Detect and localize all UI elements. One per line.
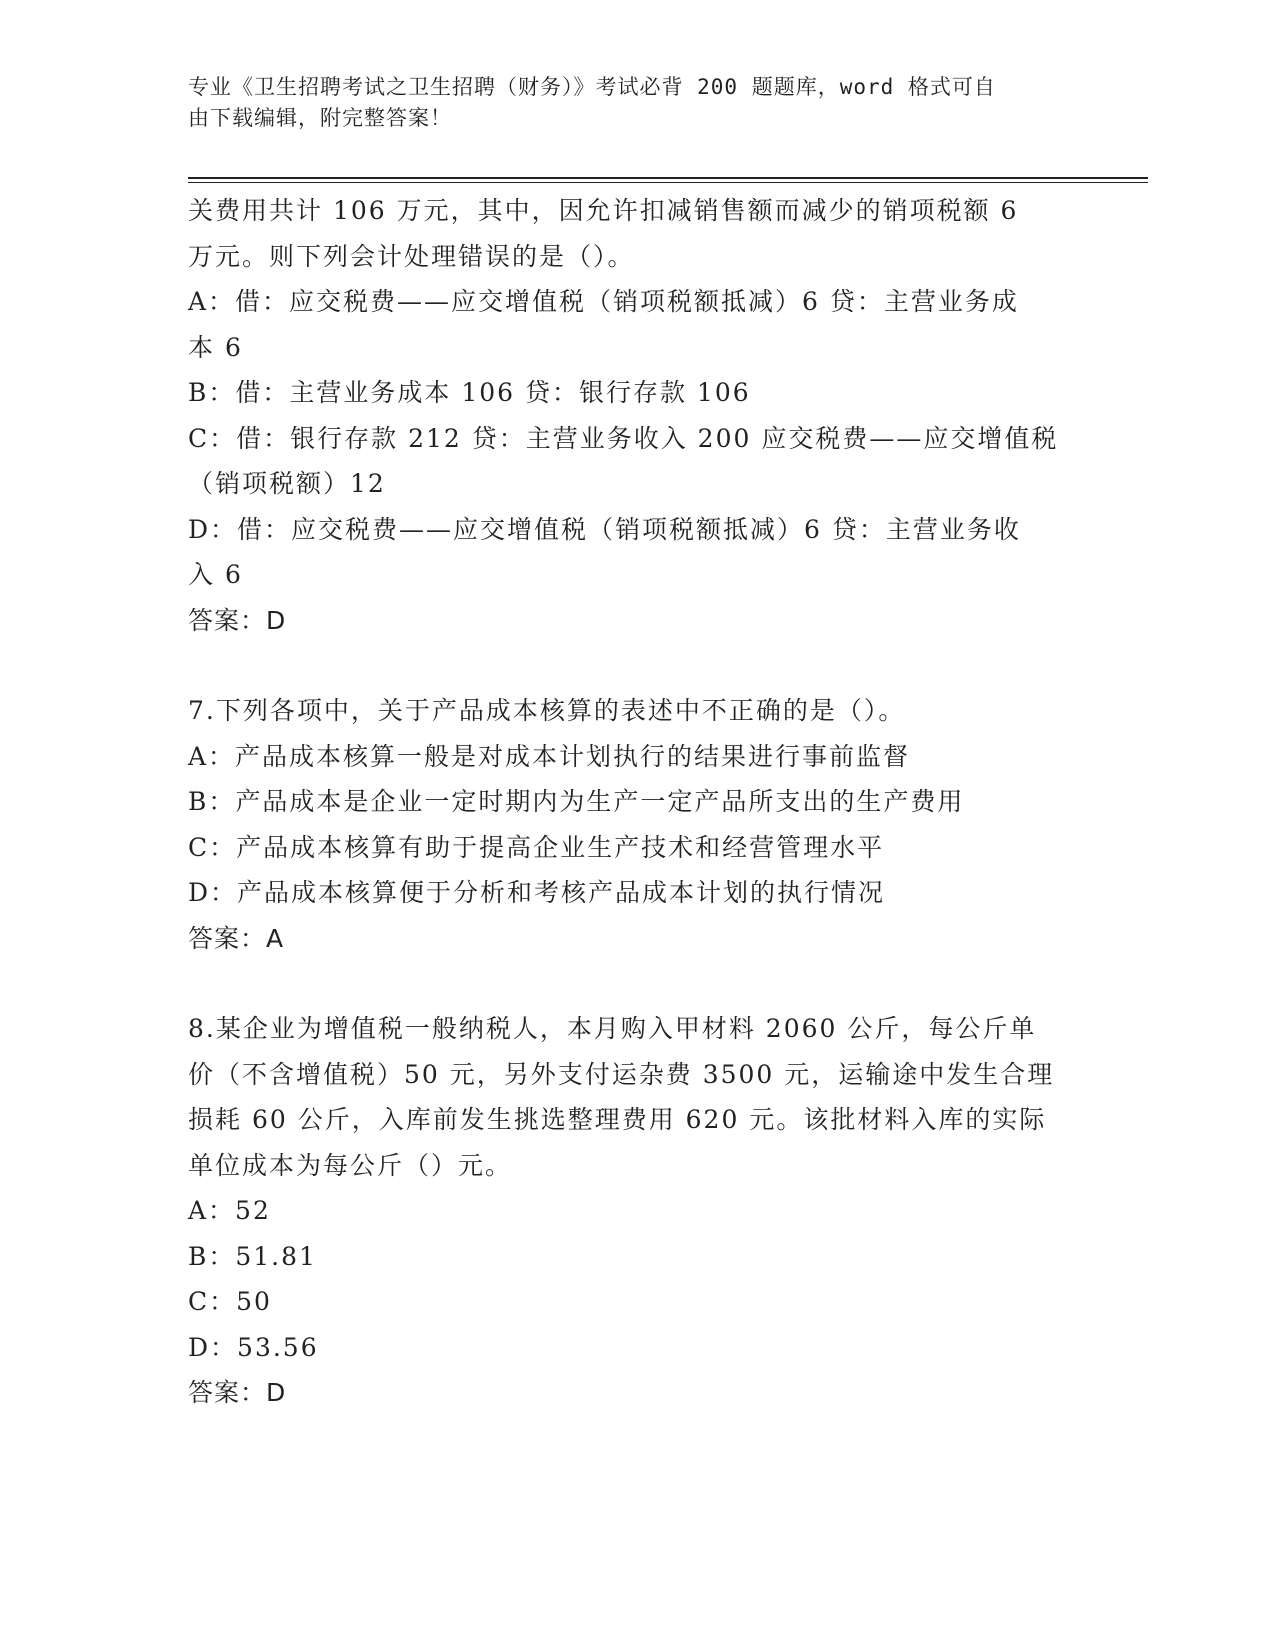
header-divider-thin <box>188 182 1148 183</box>
question-6 <box>188 188 1088 643</box>
option-b: B：51.81 <box>188 1241 317 1271</box>
question-stem-line: 7.下列各项中，关于产品成本核算的表述中不正确的是（）。 <box>188 696 906 725</box>
question-stem-line: 关费用共计 106 万元，其中，因允许扣减销售额而减少的销项税额 6 <box>188 196 1019 225</box>
header-line-2: 由下载编辑，附完整答案！ <box>188 106 452 130</box>
option-a-continued: 本 6 <box>188 332 243 362</box>
option-c: C：借：银行存款 212 贷：主营业务收入 200 应交税费——应交增值税 <box>188 423 1059 453</box>
question-7 <box>188 688 1088 961</box>
answer-line: 答案：A <box>188 923 285 953</box>
option-d: D：53.56 <box>188 1332 319 1362</box>
question-stem-line: 价（不含增值税）50 元，另外支付运杂费 3500 元，运输途中发生合理 <box>188 1059 1055 1089</box>
option-c: C：50 <box>188 1287 272 1316</box>
answer-line: 答案：D <box>188 1378 287 1407</box>
option-a: A：产品成本核算一般是对成本计划执行的结果进行事前监督 <box>188 741 911 771</box>
question-stem-line: 万元。则下列会计处理错误的是（）。 <box>188 241 635 271</box>
option-d: D：产品成本核算便于分析和考核产品成本计划的执行情况 <box>188 878 886 907</box>
option-b: B：产品成本是企业一定时期内为生产一定产品所支出的生产费用 <box>188 787 965 816</box>
header-divider-thick <box>188 177 1148 179</box>
spacer <box>188 643 1088 688</box>
question-stem-line: 单位成本为每公斤（）元。 <box>188 1150 513 1180</box>
option-c-continued: （销项税额）12 <box>188 469 386 498</box>
option-d: D：借：应交税费——应交增值税（销项税额抵减）6 贷：主营业务收 <box>188 514 1021 544</box>
header-line-1: 专业《卫生招聘考试之卫生招聘（财务）》考试必背 200 题题库，word 格式可自 <box>188 75 996 99</box>
option-b: B：借：主营业务成本 106 贷：银行存款 106 <box>188 378 751 407</box>
document-body <box>188 188 1088 1416</box>
document-header <box>188 72 1068 134</box>
option-c: C：产品成本核算有助于提高企业生产技术和经营管理水平 <box>188 832 885 862</box>
answer-line: 答案：D <box>188 605 287 635</box>
question-stem-line: 8.某企业为增值税一般纳税人，本月购入甲材料 2060 公斤，每公斤单 <box>188 1014 1037 1043</box>
option-d-continued: 入 6 <box>188 560 243 589</box>
question-8 <box>188 1006 1088 1416</box>
option-a: A：借：应交税费——应交增值税（销项税额抵减）6 贷：主营业务成 <box>188 287 1019 316</box>
question-stem-line: 损耗 60 公斤，入库前发生挑选整理费用 620 元。该批材料入库的实际 <box>188 1105 1047 1134</box>
spacer <box>188 961 1088 1006</box>
option-a: A：52 <box>188 1196 271 1225</box>
